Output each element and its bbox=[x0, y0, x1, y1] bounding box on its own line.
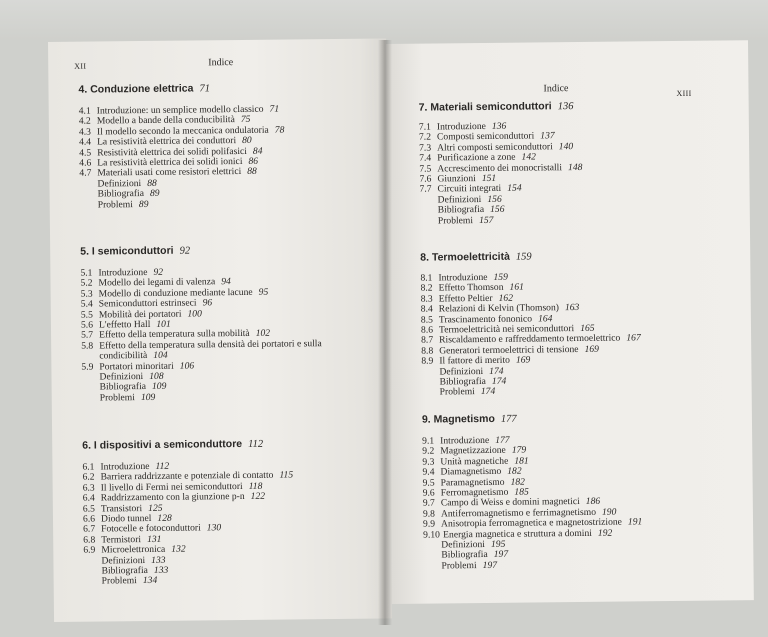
section-title: Effetto della temperatura sulla densità dei portatori e sulla bbox=[99, 337, 322, 352]
chapter-title-text: 6. I dispositivi a semiconduttore bbox=[82, 437, 243, 452]
section-title: condicibilità bbox=[99, 350, 148, 362]
toc-entry bbox=[420, 214, 494, 226]
section-page-number: 181 bbox=[514, 455, 529, 467]
toc-entry bbox=[423, 560, 497, 572]
section-page-number: 95 bbox=[258, 286, 269, 298]
section-title: Modello di conduzione mediante lacune bbox=[98, 286, 253, 300]
section-page-number: 118 bbox=[248, 480, 263, 492]
section-number: 6.8 bbox=[83, 534, 96, 546]
section-title: Materiali usati come resistori elettrici bbox=[97, 166, 242, 179]
section-number: 7.7 bbox=[419, 183, 432, 196]
section-title: Energia magnetica e struttura a domini bbox=[443, 527, 592, 541]
section-title: Bibliografia bbox=[441, 549, 488, 561]
section-number: 6.7 bbox=[83, 523, 96, 536]
chapter-title-text: 7. Materiali semiconduttori bbox=[418, 100, 552, 114]
section-page-number: 131 bbox=[146, 533, 162, 545]
section-title: Anisotropia ferromagnetica e magnetostrizione bbox=[440, 516, 622, 530]
section-number: 8.2 bbox=[420, 282, 433, 295]
section-number: 4.4 bbox=[78, 136, 92, 148]
section-number: 8.4 bbox=[420, 303, 433, 315]
section-page-number: 157 bbox=[478, 214, 494, 226]
chapter-title-text: 8. Termoelettricità bbox=[420, 250, 510, 264]
chapter-title bbox=[420, 250, 532, 263]
section-title: Bibliografia bbox=[99, 381, 147, 393]
section-page-number: 163 bbox=[564, 302, 580, 314]
section-title: Altri composti semiconduttori bbox=[437, 141, 553, 154]
section-page-number: 154 bbox=[507, 182, 522, 195]
chapter-page-number: 177 bbox=[500, 413, 517, 425]
section-title: Modello dei legami di valenza bbox=[98, 276, 216, 289]
section-page-number: 174 bbox=[489, 365, 504, 377]
toc-entry bbox=[82, 392, 156, 404]
section-page-number: 94 bbox=[221, 276, 231, 288]
section-page-number: 174 bbox=[480, 386, 496, 398]
section-title: Diodo tunnel bbox=[100, 512, 152, 525]
section-number: 9.7 bbox=[422, 497, 435, 510]
section-title: Introduzione bbox=[438, 271, 488, 284]
section-page-number: 162 bbox=[498, 292, 514, 304]
section-page-number: 134 bbox=[142, 575, 158, 587]
section-number: 4.3 bbox=[78, 126, 92, 138]
section-page-number: 164 bbox=[537, 312, 553, 325]
section-page-number: 104 bbox=[153, 349, 168, 362]
section-page-number: 161 bbox=[509, 281, 524, 294]
section-number: 7.6 bbox=[419, 173, 432, 185]
chapter-page-number: 92 bbox=[179, 245, 191, 257]
section-title: Introduzione bbox=[440, 434, 490, 447]
section-title: Termistori bbox=[101, 533, 142, 546]
chapter-title bbox=[80, 245, 190, 258]
section-page-number: 137 bbox=[540, 130, 555, 142]
section-page-number: 100 bbox=[187, 307, 202, 320]
book-gutter bbox=[378, 40, 392, 625]
section-title: Riscaldamento e raffreddamento termoelettrico bbox=[439, 332, 621, 346]
section-title: Introduzione bbox=[100, 460, 150, 473]
section-number: 9.4 bbox=[422, 466, 435, 478]
section-page-number: 142 bbox=[521, 151, 536, 163]
section-page-number: 197 bbox=[493, 549, 509, 561]
section-number: 8.6 bbox=[420, 324, 434, 336]
section-title: Accrescimento dei monocristalli bbox=[437, 161, 563, 175]
section-title: Mobilità dei portatori bbox=[98, 308, 182, 321]
section-page-number: 191 bbox=[627, 516, 643, 528]
section-title: Introduzione bbox=[98, 266, 148, 279]
toc-entry bbox=[81, 338, 322, 352]
section-page-number: 169 bbox=[515, 354, 531, 366]
section-number: 9.10 bbox=[423, 529, 440, 541]
section-title: Introduzione: un semplice modello classico bbox=[96, 103, 264, 117]
section-title: Effetto Peltier bbox=[438, 292, 493, 305]
section-number: 6.2 bbox=[82, 471, 95, 484]
section-title: Barriera raddrizzante e potenziale di contatto bbox=[100, 470, 274, 483]
section-page-number: 148 bbox=[567, 161, 583, 173]
section-page-number: 192 bbox=[597, 527, 613, 539]
chapter-title-text: 4. Conduzione elettrica bbox=[78, 82, 194, 96]
section-number: 5.6 bbox=[80, 319, 94, 331]
section-page-number: 109 bbox=[140, 391, 156, 403]
section-page-number: 112 bbox=[155, 460, 170, 472]
section-number: 7.2 bbox=[418, 131, 432, 144]
section-title: Generatori termoelettrici di tensione bbox=[439, 343, 579, 357]
section-title: Bibliografia bbox=[101, 564, 148, 577]
section-title: Ferromagnetismo bbox=[440, 486, 509, 499]
section-page-number: 115 bbox=[279, 469, 294, 481]
section-number: 5.4 bbox=[80, 298, 93, 310]
section-page-number: 88 bbox=[147, 177, 157, 189]
section-title: Trascinamento fononico bbox=[438, 313, 533, 326]
section-page-number: 86 bbox=[248, 155, 259, 167]
section-title: Problemi bbox=[437, 214, 474, 227]
section-page-number: 182 bbox=[510, 476, 525, 488]
section-page-number: 80 bbox=[242, 135, 252, 147]
section-title: Antiferromagnetismo e ferrimagnetismo bbox=[440, 506, 597, 520]
section-page-number: 195 bbox=[490, 538, 506, 550]
section-page-number: 101 bbox=[156, 318, 171, 330]
page-number: XIII bbox=[676, 88, 692, 98]
section-number: 5.3 bbox=[80, 288, 93, 300]
section-title: Effetto della temperatura sulla mobilità bbox=[99, 328, 250, 341]
section-number: 9.9 bbox=[422, 518, 436, 530]
section-page-number: 190 bbox=[601, 506, 617, 518]
section-title: Definizioni bbox=[101, 554, 146, 567]
section-page-number: 84 bbox=[252, 145, 263, 157]
section-number: 8.5 bbox=[420, 314, 433, 326]
section-number: 8.9 bbox=[421, 355, 434, 367]
section-number: 6.4 bbox=[82, 492, 95, 504]
section-title: La resistività elettrica dei conduttori bbox=[96, 135, 237, 148]
section-page-number: 167 bbox=[626, 332, 641, 344]
section-page-number: 75 bbox=[240, 114, 251, 126]
section-page-number: 78 bbox=[274, 124, 285, 136]
section-title: Problemi bbox=[97, 198, 133, 211]
section-page-number: 136 bbox=[491, 120, 507, 132]
section-number: 8.7 bbox=[421, 334, 434, 347]
section-title: Circuiti integrati bbox=[437, 183, 502, 195]
section-title: Problemi bbox=[441, 559, 477, 572]
section-number: 6.9 bbox=[83, 544, 96, 556]
section-number: 9.6 bbox=[422, 487, 435, 499]
section-title: Modello a bande della conducibilità bbox=[96, 114, 235, 127]
chapter-title-text: 9. Magnetismo bbox=[421, 412, 495, 426]
section-page-number: 185 bbox=[514, 486, 529, 498]
section-page-number: 132 bbox=[171, 543, 186, 555]
section-number: 6.5 bbox=[82, 503, 95, 515]
section-title: Bibliografia bbox=[439, 375, 486, 388]
toc-entry bbox=[423, 527, 612, 540]
section-page-number: 108 bbox=[149, 370, 164, 382]
section-page-number: 88 bbox=[247, 166, 257, 178]
section-page-number: 140 bbox=[558, 140, 574, 152]
section-title: Relazioni di Kelvin (Thomson) bbox=[438, 302, 560, 315]
section-title: Raddrizzamento con la giunzione p-n bbox=[100, 491, 245, 504]
section-title: Campo di Weiss e domini magnetici bbox=[440, 496, 580, 509]
chapter-title bbox=[419, 100, 574, 114]
section-number: 5.2 bbox=[80, 277, 93, 290]
section-title: Problemi bbox=[439, 386, 475, 398]
chapter-title bbox=[82, 438, 263, 452]
section-title: Fotocelle e fotoconduttori bbox=[101, 522, 201, 535]
section-page-number: 179 bbox=[511, 444, 527, 457]
page-number: XII bbox=[74, 61, 87, 71]
section-title: Problemi bbox=[101, 575, 137, 587]
chapter-title bbox=[422, 413, 517, 426]
chapter-page-number: 136 bbox=[557, 101, 574, 113]
section-title: Diamagnetismo bbox=[440, 466, 502, 478]
section-page-number: 71 bbox=[269, 103, 280, 115]
section-page-number: 151 bbox=[481, 172, 497, 185]
section-number: 4.2 bbox=[78, 115, 91, 128]
section-number: 4.6 bbox=[79, 157, 92, 169]
section-number: 4.5 bbox=[79, 147, 92, 159]
section-page-number: 102 bbox=[255, 328, 271, 340]
section-title: Termoelettricità nei semiconduttori bbox=[438, 323, 575, 336]
section-page-number: 197 bbox=[482, 559, 498, 571]
section-title: Introduzione bbox=[436, 120, 486, 133]
section-title: Semiconduttori estrinseci bbox=[98, 297, 197, 310]
section-number: 9.1 bbox=[422, 435, 435, 447]
section-title: Il livello di Fermi nei semiconduttori bbox=[100, 480, 243, 494]
section-number: 5.1 bbox=[80, 267, 93, 279]
section-page-number: 133 bbox=[151, 554, 166, 566]
section-title: Paramagnetismo bbox=[440, 476, 505, 489]
section-title: Giunzioni bbox=[437, 173, 476, 185]
right-page bbox=[386, 40, 754, 604]
section-number: 9.5 bbox=[422, 477, 435, 489]
section-title: Microelettronica bbox=[101, 543, 166, 556]
section-title: Bibliografia bbox=[97, 188, 145, 200]
toc-entry bbox=[79, 166, 257, 179]
section-page-number: 156 bbox=[490, 203, 505, 216]
chapter-page-number: 71 bbox=[199, 83, 210, 95]
section-number: 7.4 bbox=[419, 152, 432, 164]
section-title: Purificazione a zone bbox=[437, 151, 516, 164]
section-page-number: 169 bbox=[584, 343, 599, 355]
section-title: Il modello secondo la meccanica ondulatoria bbox=[96, 124, 269, 138]
section-number: 6.3 bbox=[82, 482, 95, 494]
section-number: 5.8 bbox=[81, 340, 94, 352]
section-page-number: 125 bbox=[148, 502, 163, 514]
section-title: Definizioni bbox=[99, 371, 144, 383]
section-number: 7.1 bbox=[418, 121, 431, 133]
section-page-number: 177 bbox=[495, 434, 510, 446]
section-title: Unità magnetiche bbox=[440, 455, 509, 468]
section-title: Resistività elettrica dei solidi polifasici bbox=[97, 145, 247, 159]
section-number: 8.3 bbox=[420, 293, 433, 305]
section-number: 9.2 bbox=[422, 445, 435, 458]
section-page-number: 130 bbox=[206, 522, 222, 534]
toc-entry bbox=[422, 386, 496, 398]
section-number: 8.8 bbox=[421, 345, 434, 357]
section-number: 5.5 bbox=[80, 309, 93, 321]
section-number: 8.1 bbox=[420, 272, 433, 284]
section-title: Definizioni bbox=[441, 538, 486, 551]
chapter-title bbox=[78, 82, 210, 95]
section-title: La resistività elettrica dei solidi ionici bbox=[97, 155, 243, 169]
section-title: Composti semiconduttori bbox=[436, 130, 535, 143]
section-title: Definizioni bbox=[437, 193, 482, 206]
left-page bbox=[48, 38, 392, 622]
background bbox=[0, 0, 768, 40]
running-header: Indice bbox=[208, 57, 234, 69]
toc-entry bbox=[80, 199, 149, 211]
section-page-number: 89 bbox=[149, 188, 160, 200]
section-number: 6.1 bbox=[82, 461, 95, 473]
section-page-number: 133 bbox=[153, 564, 169, 576]
chapter-title-text: 5. I semiconduttori bbox=[80, 244, 174, 258]
section-page-number: 109 bbox=[151, 381, 167, 393]
section-number: 9.3 bbox=[422, 456, 435, 468]
section-page-number: 156 bbox=[487, 193, 502, 205]
section-page-number: 92 bbox=[153, 266, 164, 278]
toc-entry bbox=[84, 575, 158, 587]
section-page-number: 96 bbox=[202, 297, 213, 309]
section-number: 7.5 bbox=[419, 163, 432, 175]
running-header: Indice bbox=[543, 83, 569, 95]
section-title: Magnetizzazione bbox=[440, 445, 506, 457]
section-page-number: 174 bbox=[491, 375, 507, 387]
section-title: Transistori bbox=[100, 502, 143, 515]
section-number: 5.7 bbox=[81, 329, 94, 342]
section-page-number: 182 bbox=[507, 465, 522, 477]
section-number: 5.9 bbox=[81, 361, 94, 373]
section-page-number: 159 bbox=[493, 271, 508, 283]
section-title: L'effetto Hall bbox=[98, 318, 151, 331]
section-title: Problemi bbox=[99, 391, 135, 404]
section-page-number: 186 bbox=[585, 496, 601, 508]
section-number: 4.1 bbox=[78, 105, 91, 117]
toc-entry bbox=[83, 491, 265, 504]
section-number: 7.3 bbox=[419, 142, 432, 154]
toc-entry bbox=[419, 162, 582, 175]
chapter-page-number: 159 bbox=[515, 251, 532, 263]
section-page-number: 128 bbox=[157, 512, 172, 524]
section-title: Definizioni bbox=[439, 365, 484, 378]
section-page-number: 165 bbox=[580, 322, 595, 334]
section-number: 9.8 bbox=[422, 508, 435, 520]
chapter-page-number: 112 bbox=[248, 438, 264, 450]
section-title: Effetto Thomson bbox=[438, 282, 504, 294]
section-number: 4.7 bbox=[79, 167, 92, 180]
section-page-number: 122 bbox=[250, 490, 266, 503]
section-title: Portatori minoritari bbox=[99, 360, 174, 373]
section-page-number: 106 bbox=[179, 360, 195, 372]
section-title: Il fattore di merito bbox=[439, 354, 510, 367]
section-number: 6.6 bbox=[82, 513, 96, 525]
section-title: Bibliografia bbox=[437, 204, 485, 216]
section-page-number: 89 bbox=[138, 198, 149, 210]
section-title: Definizioni bbox=[97, 177, 142, 190]
